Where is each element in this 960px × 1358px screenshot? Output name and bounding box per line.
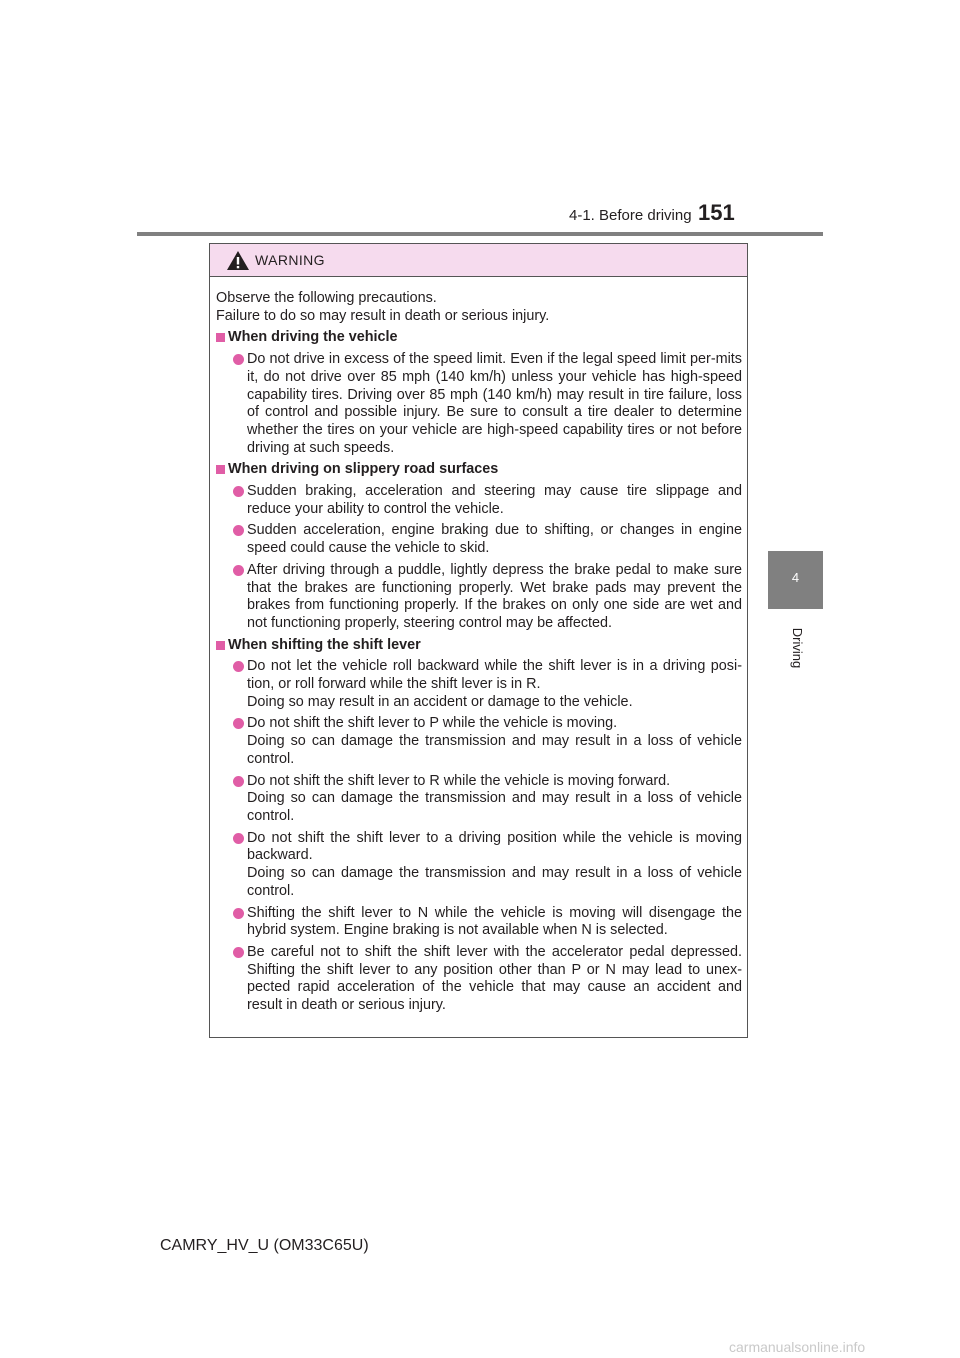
chapter-label: Driving [790,627,805,669]
chapter-label-container [777,620,805,680]
warning-item [216,351,742,457]
round-bullet-icon [233,661,244,672]
round-bullet-icon [233,776,244,787]
section-title: 4-1. Before driving [569,207,692,224]
warning-item [216,562,742,633]
warning-item-text: Shifting the shift lever to N while the vehicle is moving will disengage the hybrid system. Engine braking is not available when N is selected. [247,904,742,939]
warning-intro [216,290,742,325]
section-heading [216,637,742,655]
chapter-tab [768,551,823,609]
warning-header [210,244,747,277]
warning-item-text: Do not drive in excess of the speed limit. Even if the legal speed limit per-mits it, do not drive over 85 mph (140 km/h) unless your vehicle has high-speed capability tires. Driving over 85 mph (140 km/h) may result in tire failure, loss of control and possible injury. Be sure to consult a tire dealer to determine whether the tires on your vehicle are high-speed capability tires or not before driving at such speeds. [247,351,742,456]
warning-item-text: Do not shift the shift lever to R while the vehicle is moving forward. [247,772,671,789]
warning-item [216,905,742,940]
warning-triangle-icon [226,250,250,271]
warning-item-text: Doing so can damage the transmission and may result in a loss of vehicle control. [247,865,742,899]
warning-box [209,243,748,1038]
warning-item [216,715,742,768]
warning-title: WARNING [255,252,325,268]
round-bullet-icon [233,908,244,919]
warning-item-text: Doing so can damage the transmission and may result in a loss of vehicle control. [247,733,742,767]
warning-item [216,830,742,901]
round-bullet-icon [233,525,244,536]
warning-section [216,637,742,1015]
footer-model-code: CAMRY_HV_U (OM33C65U) [160,1237,369,1254]
warning-item-text: Do not let the vehicle roll backward while the shift lever is in a driving posi-tion, or roll forward while the shift lever is in R. [247,658,742,693]
warning-item-text: Sudden braking, acceleration and steering may cause tire slippage and reduce your ability to control the vehicle. [247,483,742,517]
warning-item [216,944,742,1015]
warning-item [216,483,742,518]
round-bullet-icon [233,565,244,576]
square-bullet-icon [216,641,225,650]
warning-item-text: Doing so can damage the transmission and may result in a loss of vehicle control. [247,790,742,824]
warning-item [216,658,742,711]
round-bullet-icon [233,833,244,844]
section-heading [216,329,742,347]
warning-item-text: Be careful not to shift the shift lever with the accelerator pedal depressed. Shifting the shift lever to any position other than P or N may lead to unex-pected rapid acceleration of the vehicle that may cause an accident and result in death or serious injury. [247,943,742,1014]
round-bullet-icon [233,718,244,729]
section-heading-text: When shifting the shift lever [228,636,421,653]
square-bullet-icon [216,465,225,474]
round-bullet-icon [233,486,244,497]
warning-item-text: Sudden acceleration, engine braking due to shifting, or changes in engine speed could cause the vehicle to skid. [247,522,742,557]
section-heading [216,461,742,479]
warning-item [216,773,742,826]
page-number: 151 [698,200,735,225]
warning-body [210,277,747,1015]
warning-section [216,329,742,457]
round-bullet-icon [233,354,244,365]
square-bullet-icon [216,333,225,342]
section-heading-text: When driving on slippery road surfaces [228,461,499,478]
warning-section [216,461,742,632]
warning-item-text: Do not shift the shift lever to a driving position while the vehicle is moving backward. [247,829,742,864]
watermark: carmanualsonline.info [729,1339,866,1355]
section-heading-text: When driving the vehicle [228,329,398,346]
header-divider [137,232,823,236]
intro-line: Observe the following precautions. [216,290,437,306]
warning-item-text: Do not shift the shift lever to P while the vehicle is moving. [247,715,618,732]
round-bullet-icon [233,947,244,958]
warning-item [216,522,742,557]
warning-item-text: After driving through a puddle, lightly depress the brake pedal to make sure that the brakes are functioning properly. Wet brake pads may prevent the brakes from functioning properly. If the brakes on only one side are wet and not functioning properly, steering control may be affected. [247,561,742,631]
intro-line: Failure to do so may result in death or serious injury. [216,307,550,324]
warning-item-text: Doing so may result in an accident or damage to the vehicle. [247,693,633,710]
chapter-number: 4 [791,570,800,585]
